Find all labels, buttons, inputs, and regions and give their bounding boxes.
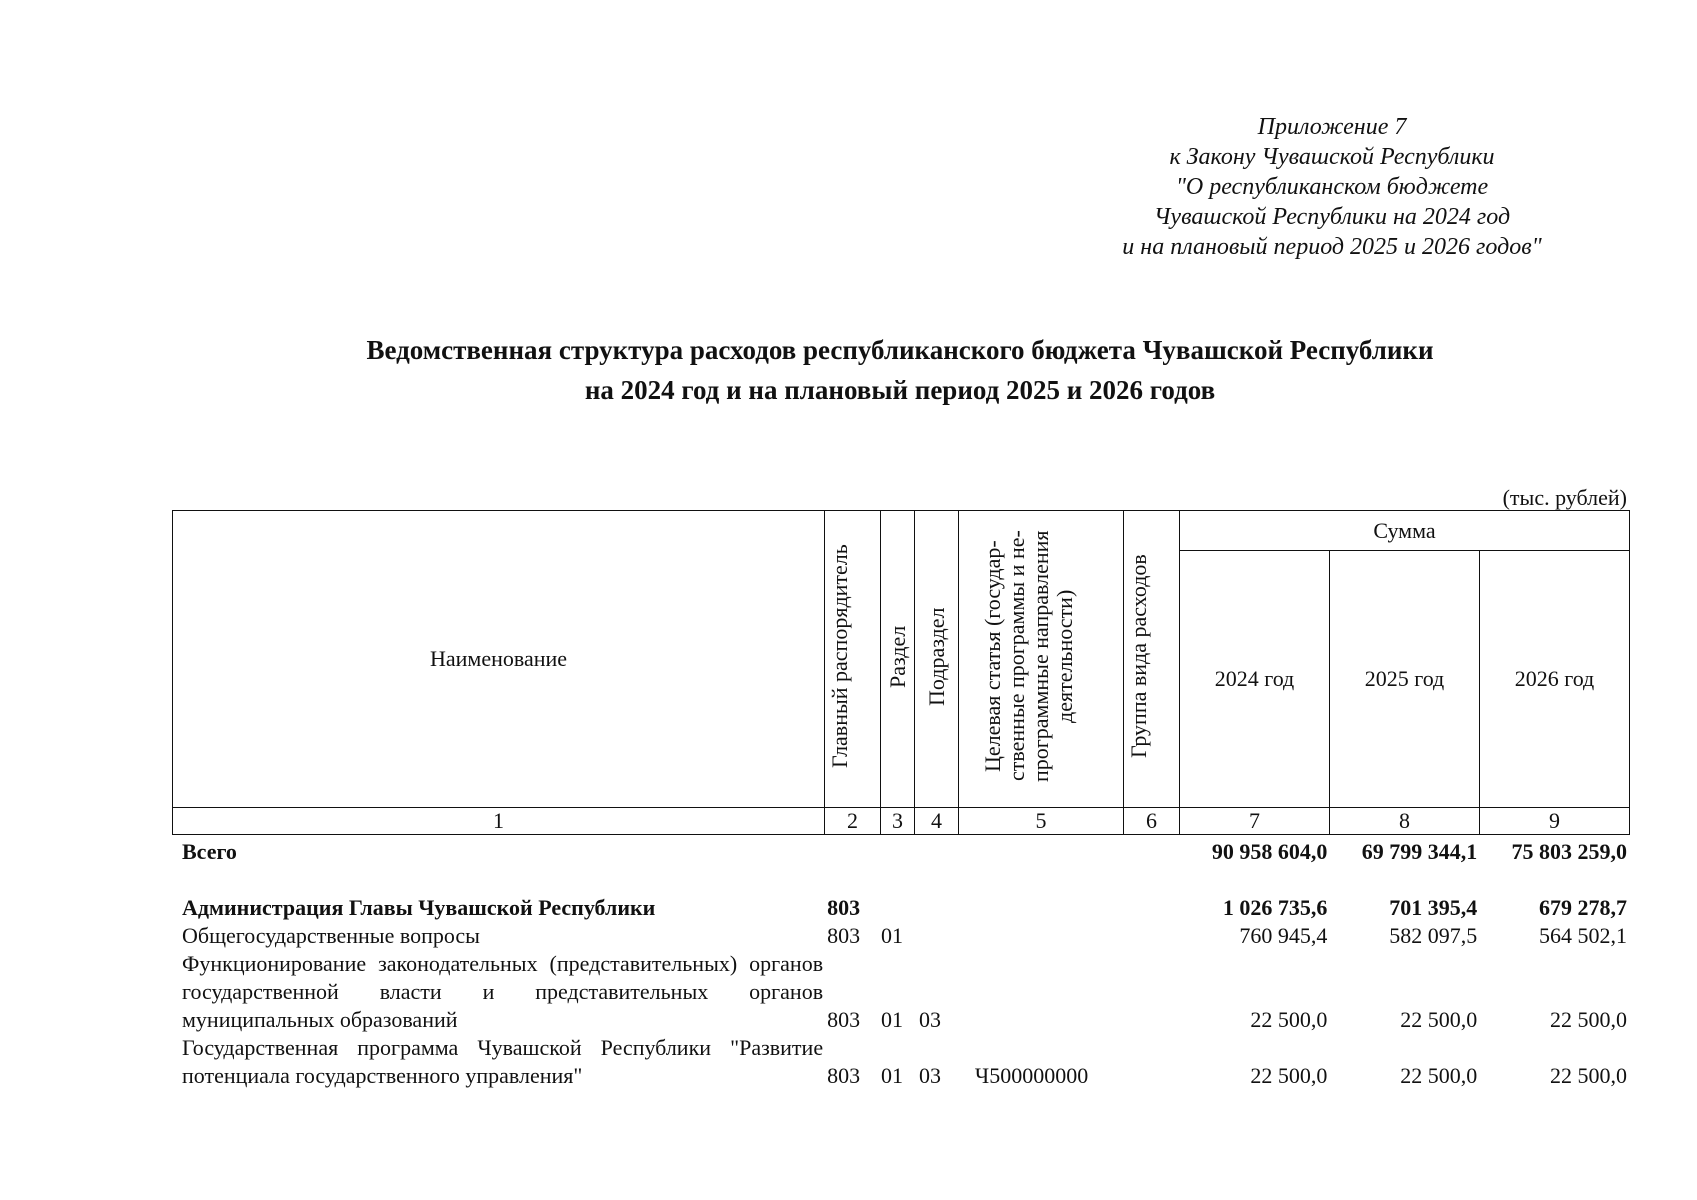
- column-number: 4: [915, 808, 959, 835]
- row-sum-2024: 1 026 735,6: [1222, 895, 1328, 920]
- header-name: Наименование: [173, 511, 825, 808]
- appendix-line: и на плановый период 2025 и 2026 годов": [1122, 234, 1542, 260]
- appendix-line: Чувашской Республики на 2024 год: [1153, 204, 1511, 230]
- row-sum-2024: 22 500,0: [1250, 1063, 1328, 1088]
- row-sum-2024: 760 945,4: [1239, 923, 1328, 948]
- header-rz-text: Раздел: [884, 624, 910, 688]
- row-gr: 803: [827, 1063, 861, 1088]
- row-sum-2026: 22 500,0: [1549, 1007, 1627, 1032]
- header-vr: [1124, 511, 1180, 808]
- row-sum-2025: 701 395,4: [1389, 895, 1478, 920]
- units-label: (тыс. рублей): [1502, 485, 1627, 510]
- row-pr: 03: [918, 1063, 941, 1088]
- row-gr: 803: [827, 923, 861, 948]
- table-row: [172, 838, 1627, 866]
- row-spacer: [172, 866, 1627, 894]
- header-2025: 2025 год: [1330, 551, 1480, 808]
- row-cs: Ч500000000: [974, 1063, 1089, 1088]
- row-pr: 03: [918, 1007, 941, 1032]
- column-number: 8: [1330, 808, 1480, 835]
- row-sum-2026: 22 500,0: [1549, 1063, 1627, 1088]
- row-name: Функционирование законодательных (представительных) органов государственной власти и представительных органов муниципальных образований: [182, 951, 824, 1032]
- column-number: 7: [1180, 808, 1330, 835]
- row-sum-2025: 69 799 344,1: [1361, 839, 1478, 864]
- table-row: [172, 894, 1627, 922]
- row-sum-2026: 564 502,1: [1538, 923, 1627, 948]
- column-number: 5: [959, 808, 1124, 835]
- row-sum-2025: 22 500,0: [1400, 1063, 1478, 1088]
- table-row: [172, 950, 1627, 1034]
- row-gr: 803: [827, 1007, 861, 1032]
- row-sum-2026: 75 803 259,0: [1511, 839, 1627, 864]
- header-pr-text: Подраздел: [923, 606, 949, 706]
- row-name: Общегосударственные вопросы: [182, 923, 480, 948]
- table-header: [172, 510, 1630, 835]
- column-number: 9: [1480, 808, 1630, 835]
- row-rz: 01: [881, 923, 904, 948]
- header-vr-text: Группа вида расходов: [1125, 554, 1151, 758]
- row-name: Администрация Главы Чувашской Республики: [182, 895, 656, 920]
- row-name: Всего: [182, 839, 237, 864]
- column-number-row: [173, 808, 1630, 835]
- column-number: 3: [881, 808, 915, 835]
- appendix-line: "О республиканском бюджете: [1175, 174, 1489, 200]
- row-name: Государственная программа Чувашской Республики "Развитие потенциала государственного управления": [182, 1035, 824, 1088]
- table-row: [172, 1034, 1627, 1090]
- column-number: 2: [825, 808, 881, 835]
- row-sum-2024: 90 958 604,0: [1211, 839, 1328, 864]
- header-pr: [915, 511, 959, 808]
- table-body: [172, 838, 1627, 1090]
- row-sum-2025: 582 097,5: [1389, 923, 1478, 948]
- header-cs-text: Целевая статья (государ-ственные программы и не-программные направления деятельности): [980, 530, 1077, 782]
- header-rz: [881, 511, 915, 808]
- header-sum: Сумма: [1180, 511, 1630, 551]
- header-cs: [959, 511, 1124, 808]
- header-gr: [825, 511, 881, 808]
- appendix-line: к Закону Чувашской Республики: [1169, 144, 1495, 170]
- table-row: [172, 922, 1627, 950]
- document-title: [0, 330, 1697, 410]
- row-sum-2026: 679 278,7: [1538, 895, 1627, 920]
- row-sum-2025: 22 500,0: [1400, 1007, 1478, 1032]
- header-2024: 2024 год: [1180, 551, 1330, 808]
- row-rz: 01: [881, 1007, 904, 1032]
- title-line-1: Ведомственная структура расходов республиканского бюджета Чувашской Республики: [366, 335, 1434, 365]
- appendix-reference: [1052, 112, 1612, 262]
- column-number: 6: [1124, 808, 1180, 835]
- title-line-2: на 2024 год и на плановый период 2025 и 2026 годов: [584, 375, 1216, 405]
- row-gr: 803: [827, 895, 861, 920]
- row-rz: 01: [881, 1063, 904, 1088]
- row-sum-2024: 22 500,0: [1250, 1007, 1328, 1032]
- header-gr-text: Главный распорядитель: [826, 544, 852, 768]
- header-2026: 2026 год: [1480, 551, 1630, 808]
- column-number: 1: [173, 808, 825, 835]
- appendix-line: Приложение 7: [1257, 114, 1407, 140]
